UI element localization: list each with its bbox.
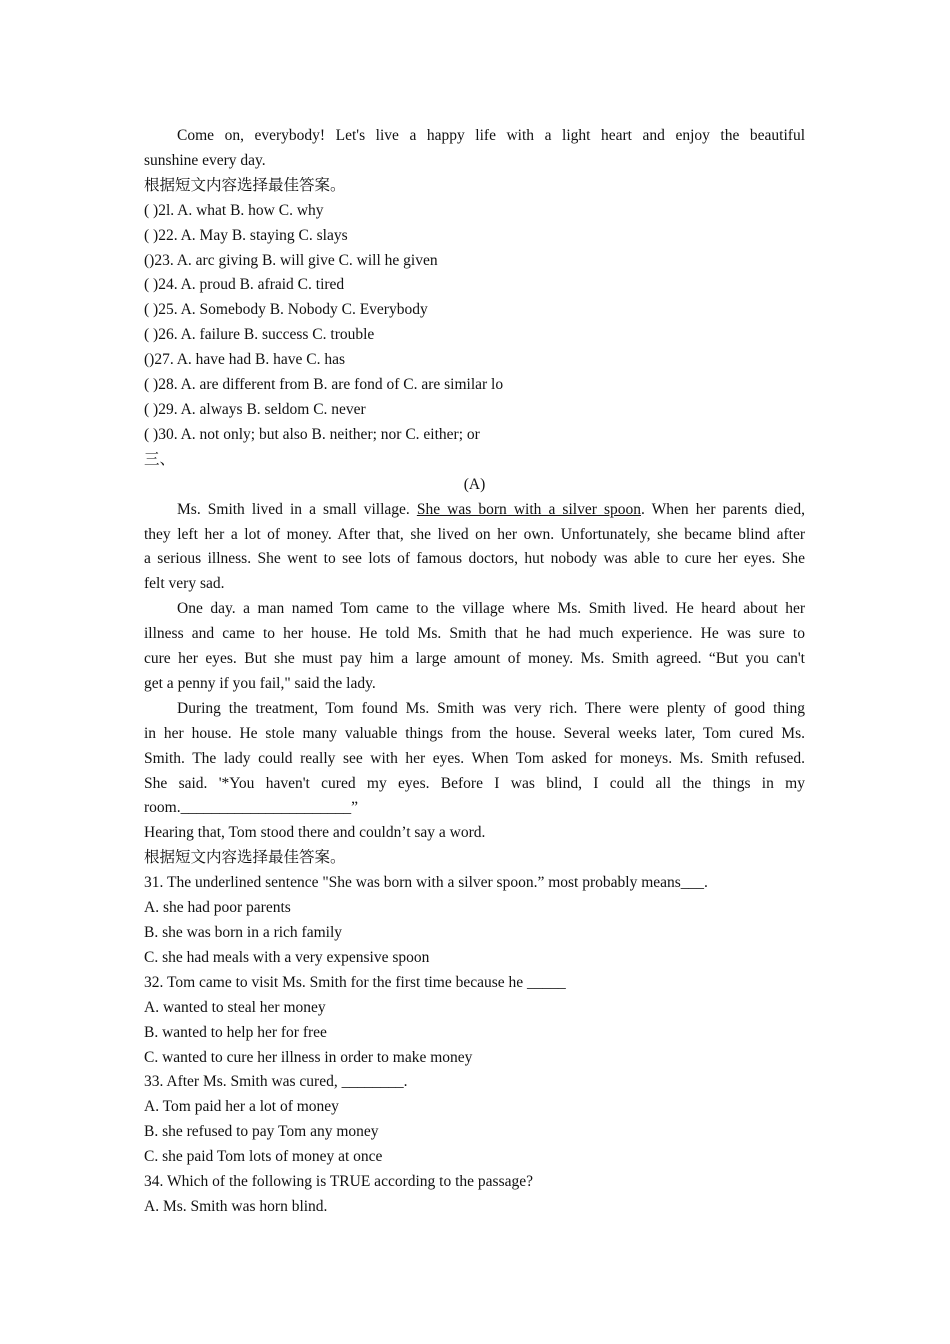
instruction: 根据短文内容选择最佳答案。 [144,176,346,194]
instruction: 根据短文内容选择最佳答案。 [144,849,346,867]
document-page [144,124,805,1220]
cloze-question: ()27. A. have had B. have C. has [144,351,346,369]
question-option: C. she had meals with a very expensive spoon [144,948,430,966]
intro-paragraph-line: Come on, everybody! Let's live a happy life with a light heart and enjoy the beautiful [177,127,805,144]
passage-paragraph-line: illness and came to her house. He told Ms. Smith that he had much experience. He was sure to [144,625,805,643]
passage-paragraph-line: Smith. The lady could really see with her eyes. When Tom asked for moneys. Ms. Smith refused. [144,749,805,767]
cloze-question: ( )2l. A. what B. how C. why [144,201,324,219]
question-option: A. wanted to steal her money [144,998,326,1016]
question-stem: 34. Which of the following is TRUE according to the passage? [144,1173,533,1191]
cloze-question: ( )26. A. failure B. success C. trouble [144,326,375,344]
passage-paragraph-line: She said. '*You haven't cured my eyes. Before I was blind, I could all the things in my [144,774,805,792]
passage-paragraph-line: in her house. He stole many valuable things from the house. Several weeks later, Tom cured Ms. [144,724,805,742]
intro-paragraph-line: sunshine every day. [144,151,266,169]
passage-label: (A) [463,475,486,493]
cloze-question: ( )30. A. not only; but also B. neither; nor C. either; or [144,425,480,443]
question-option: C. she paid Tom lots of money at once [144,1148,383,1166]
question-stem: 31. The underlined sentence "She was born with a silver spoon.” most probably means___. [144,874,708,892]
cloze-question: ( )24. A. proud B. afraid C. tired [144,276,345,294]
question-option: B. wanted to help her for free [144,1023,327,1041]
question-stem: 33. After Ms. Smith was cured, ________. [144,1073,408,1091]
question-stem: 32. Tom came to visit Ms. Smith for the first time because he _____ [144,973,566,991]
passage-paragraph-line: room.______________________” [144,799,358,817]
cloze-question: ( )29. A. always B. seldom C. never [144,400,366,418]
question-option: B. she was born in a rich family [144,924,343,941]
cloze-question: ( )22. A. May B. staying C. slays [144,226,348,244]
section-number: 三、 [144,450,176,468]
question-option: A. Tom paid her a lot of money [144,1098,339,1116]
passage-paragraph-line: they left her a lot of money. After that, she lived on her own. Unfortunately, she became blind after [144,525,805,543]
question-option: A. she had poor parents [144,899,291,917]
passage-paragraph-line: One day. a man named Tom came to the village where Ms. Smith lived. He heard about her [177,600,805,618]
passage-paragraph-line: a serious illness. She went to see lots of famous doctors, hut nobody was able to cure her eyes. She [144,550,805,568]
cloze-question: ( )28. A. are different from B. are fond of C. are similar lo [144,376,504,394]
passage-paragraph-line: During the treatment, Tom found Ms. Smith was very rich. There were plenty of good thing [177,699,805,717]
question-option: A. Ms. Smith was horn blind. [144,1197,328,1215]
passage-end: Hearing that, Tom stood there and couldn’t say a word. [144,824,486,842]
passage-paragraph-line: felt very sad. [144,575,225,593]
question-option: C. wanted to cure her illness in order to make money [144,1048,473,1066]
cloze-question: ( )25. A. Somebody B. Nobody C. Everybody [144,301,428,319]
passage-paragraph-line: get a penny if you fail," said the lady. [144,674,376,692]
passage-paragraph-line: cure her eyes. But she must pay him a large amount of money. Ms. Smith agreed. “But you can't [144,650,805,668]
passage-paragraph-line: Ms. Smith lived in a small village. She was born with a silver spoon. When her parents died, [177,500,805,518]
cloze-question: ()23. A. arc giving B. will give C. will he given [144,251,438,269]
underlined-sentence: She was born with a silver spoon [416,500,641,518]
question-option: B. she refused to pay Tom any money [144,1123,379,1141]
